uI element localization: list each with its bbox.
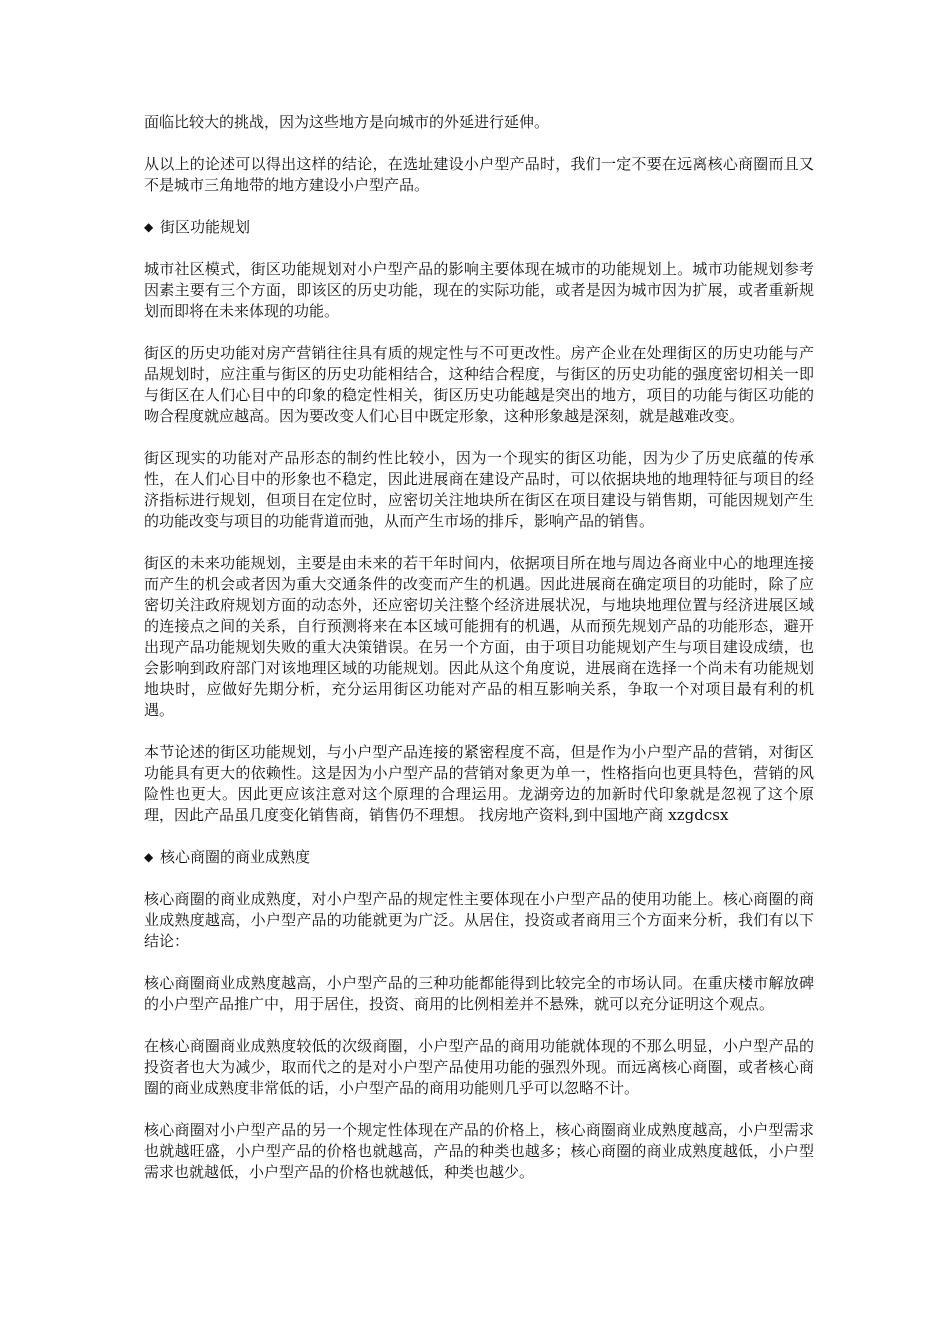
paragraph: 街区的历史功能对房产营销往往具有质的规定性与不可更改性。房产企业在处理街区的历史功能与产品规划时，应注重与街区的历史功能相结合，这种结合程度，与街区的历史功能的强度密切相关一即与街区在人们心目中的印象的稳定性相关，街区历史功能越是突出的地方，项目的功能与街区功能的吻合程度就应越高。因为要改变人们心目中既定形象，这种形象越是深刻，就是越难改变。	[144, 344, 814, 425]
section-heading-text: 核心商圈的商业成熟度	[160, 848, 311, 866]
paragraph: 核心商圈对小户型产品的另一个规定性体现在产品的价格上，核心商圈商业成熟度越高，小户型需求也就越旺盛，小户型产品的价格也就越高，产品的种类也越多；核心商圈的商业成熟度越低，小户型需求也就越低，小户型产品的价格也就越低，种类也越少。	[144, 1121, 814, 1181]
section-heading-text: 街区功能规划	[160, 218, 251, 236]
paragraph: 本节论述的街区功能规划，与小户型产品连接的紧密程度不高，但是作为小户型产品的营销，对街区功能具有更大的依赖性。这是因为小户型产品的营销对象更为单一，性格指向也更具特色，营销的风险性也更大。因此更应该注意对这个原理的合理运用。龙湖旁边的加新时代印象就是忽视了这个原理，因此产品虽几度变化销售商，销售仍不理想。 找房地产资料,到中国地产商 xzgdcsx	[144, 743, 814, 824]
paragraph: 街区的未来功能规划，主要是由未来的若干年时间内，依据项目所在地与周边各商业中心的地理连接而产生的机会或者因为重大交通条件的改变而产生的机遇。因此进展商在确定项目的功能时，除了应密切关注政府规划方面的动态外，还应密切关注整个经济进展状况，与地块地理位置与经济进展区域的连接点之间的关系，自行预测将来在本区域可能拥有的机遇，从而预先规划产品的功能形态，避开出现产品功能规划失败的重大决策错误。在另一个方面，由于项目功能规划产生与项目建设成绩，也会影响到政府部门对该地理区域的功能规划。因此从这个角度说，进展商在选择一个尚未有功能规划地块时，应做好先期分析，充分运用街区功能对产品的相互影响关系，争取一个对项目最有利的机遇。	[144, 554, 814, 719]
section-heading	[144, 217, 814, 238]
diamond-bullet-icon: ◆	[144, 220, 154, 234]
document-page	[144, 112, 814, 1204]
paragraph: 在核心商圈商业成熟度较低的次级商圈，小户型产品的商用功能就体现的不那么明显，小户型产品的投资者也大为减少，取而代之的是对小户型产品使用功能的强烈外现。而远离核心商圈，或者核心商圈的商业成熟度非常低的话，小户型产品的商用功能则几乎可以忽略不计。	[144, 1037, 814, 1097]
paragraph: 城市社区模式，街区功能规划对小户型产品的影响主要体现在城市的功能规划上。城市功能规划参考因素主要有三个方面，即该区的历史功能，现在的实际功能，或者是因为城市因为扩展，或者重新规划而即将在未来体现的功能。	[144, 260, 814, 320]
diamond-bullet-icon: ◆	[144, 850, 154, 864]
paragraph: 从以上的论述可以得出这样的结论，在选址建设小户型产品时，我们一定不要在远离核心商圈而且又不是城市三角地带的地方建设小户型产品。	[144, 155, 814, 194]
section-heading	[144, 847, 814, 868]
paragraph: 街区现实的功能对产品形态的制约性比较小，因为一个现实的街区功能，因为少了历史底蕴的传承性，在人们心目中的形象也不稳定，因此进展商在建设产品时，可以依据块地的地理特征与项目的经济指标进行规划，但项目在定位时，应密切关注地块所在街区在项目建设与销售期，可能因规划产生的功能改变与项目的功能背道而弛，从而产生市场的排斥，影响产品的销售。	[144, 449, 814, 530]
paragraph: 核心商圈商业成熟度越高，小户型产品的三种功能都能得到比较完全的市场认同。在重庆楼市解放碑的小户型产品推广中，用于居住，投资、商用的比例相差并不悬殊，就可以充分证明这个观点。	[144, 974, 814, 1013]
paragraph: 面临比较大的挑战，因为这些地方是向城市的外延进行延伸。	[144, 113, 550, 131]
paragraph: 核心商圈的商业成熟度，对小户型产品的规定性主要体现在小户型产品的使用功能上。核心商圈的商业成熟度越高，小户型产品的功能就更为广泛。从居住，投资或者商用三个方面来分析，我们有以下结论：	[144, 890, 814, 950]
